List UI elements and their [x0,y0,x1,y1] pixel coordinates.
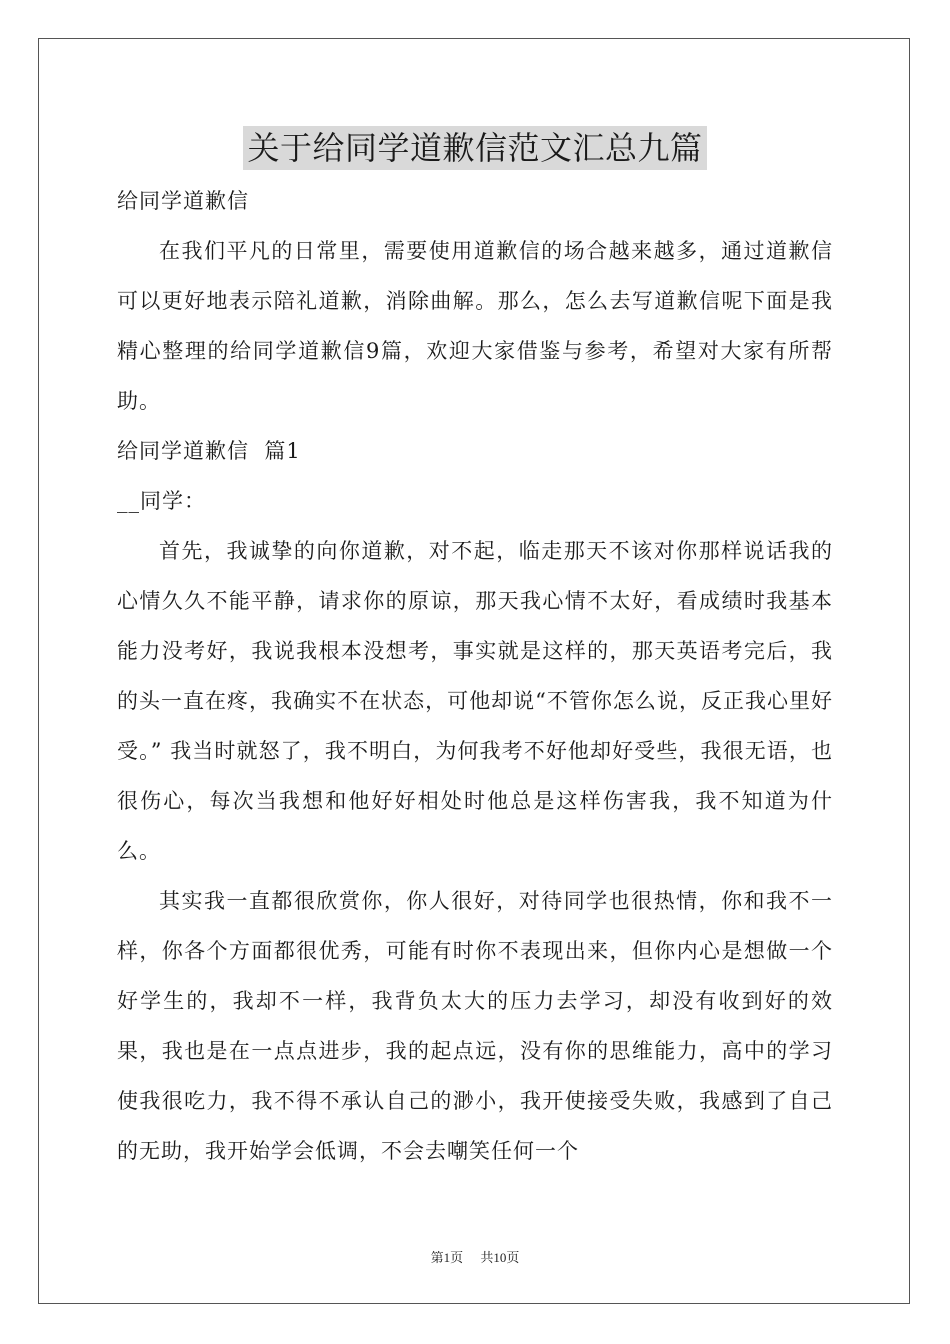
document-title: 关于给同学道歉信范文汇总九篇 [243,126,706,170]
intro-paragraph: 在我们平凡的日常里，需要使用道歉信的场合越来越多，通过道歉信可以更好地表示陪礼道歉，消除曲解。那么，怎么去写道歉信呢下面是我精心整理的给同学道歉信9篇，欢迎大家借鉴与参考，希望对大家有所帮助。 [117,239,833,413]
document-body [117,126,833,1176]
salutation: __同学： [117,489,206,513]
page-footer [0,1247,950,1266]
section-heading: 给同学道歉信 篇1 [117,439,301,463]
title-wrap [117,126,833,174]
body-paragraph-2: 其实我一直都很欣赏你，你人很好，对待同学也很热情，你和我不一样，你各个方面都很优秀，可能有时你不表现出来，但你内心是想做一个好学生的，我却不一样，我背负太大的压力去学习，却没有收到好的效果，我也是在一点点进步，我的起点远，没有你的思维能力，高中的学习使我很吃力，我不得不承认自己的渺小，我开使接受失败，我感到了自己的无助，我开始学会低调，不会去嘲笑任何一个 [117,889,833,1163]
body-paragraph-1: 首先，我诚挚的向你道歉，对不起，临走那天不该对你那样说话我的心情久久不能平静，请求你的原谅，那天我心情不太好，看成绩时我基本能力没考好，我说我根本没想考，事实就是这样的，那天英语考完后，我的头一直在疼，我确实不在状态，可他却说“不管你怎么说，反正我心里好受。” 我当时就怒了，我不明白，为何我考不好他却好受些，我很无语，也很伤心，每次当我想和他好好相处时他总是这样伤害我，我不知道为什么。 [117,539,833,863]
page-number: 第1页 [430,1250,464,1265]
page-total: 共10页 [480,1250,520,1265]
document-subtitle: 给同学道歉信 [117,189,249,213]
